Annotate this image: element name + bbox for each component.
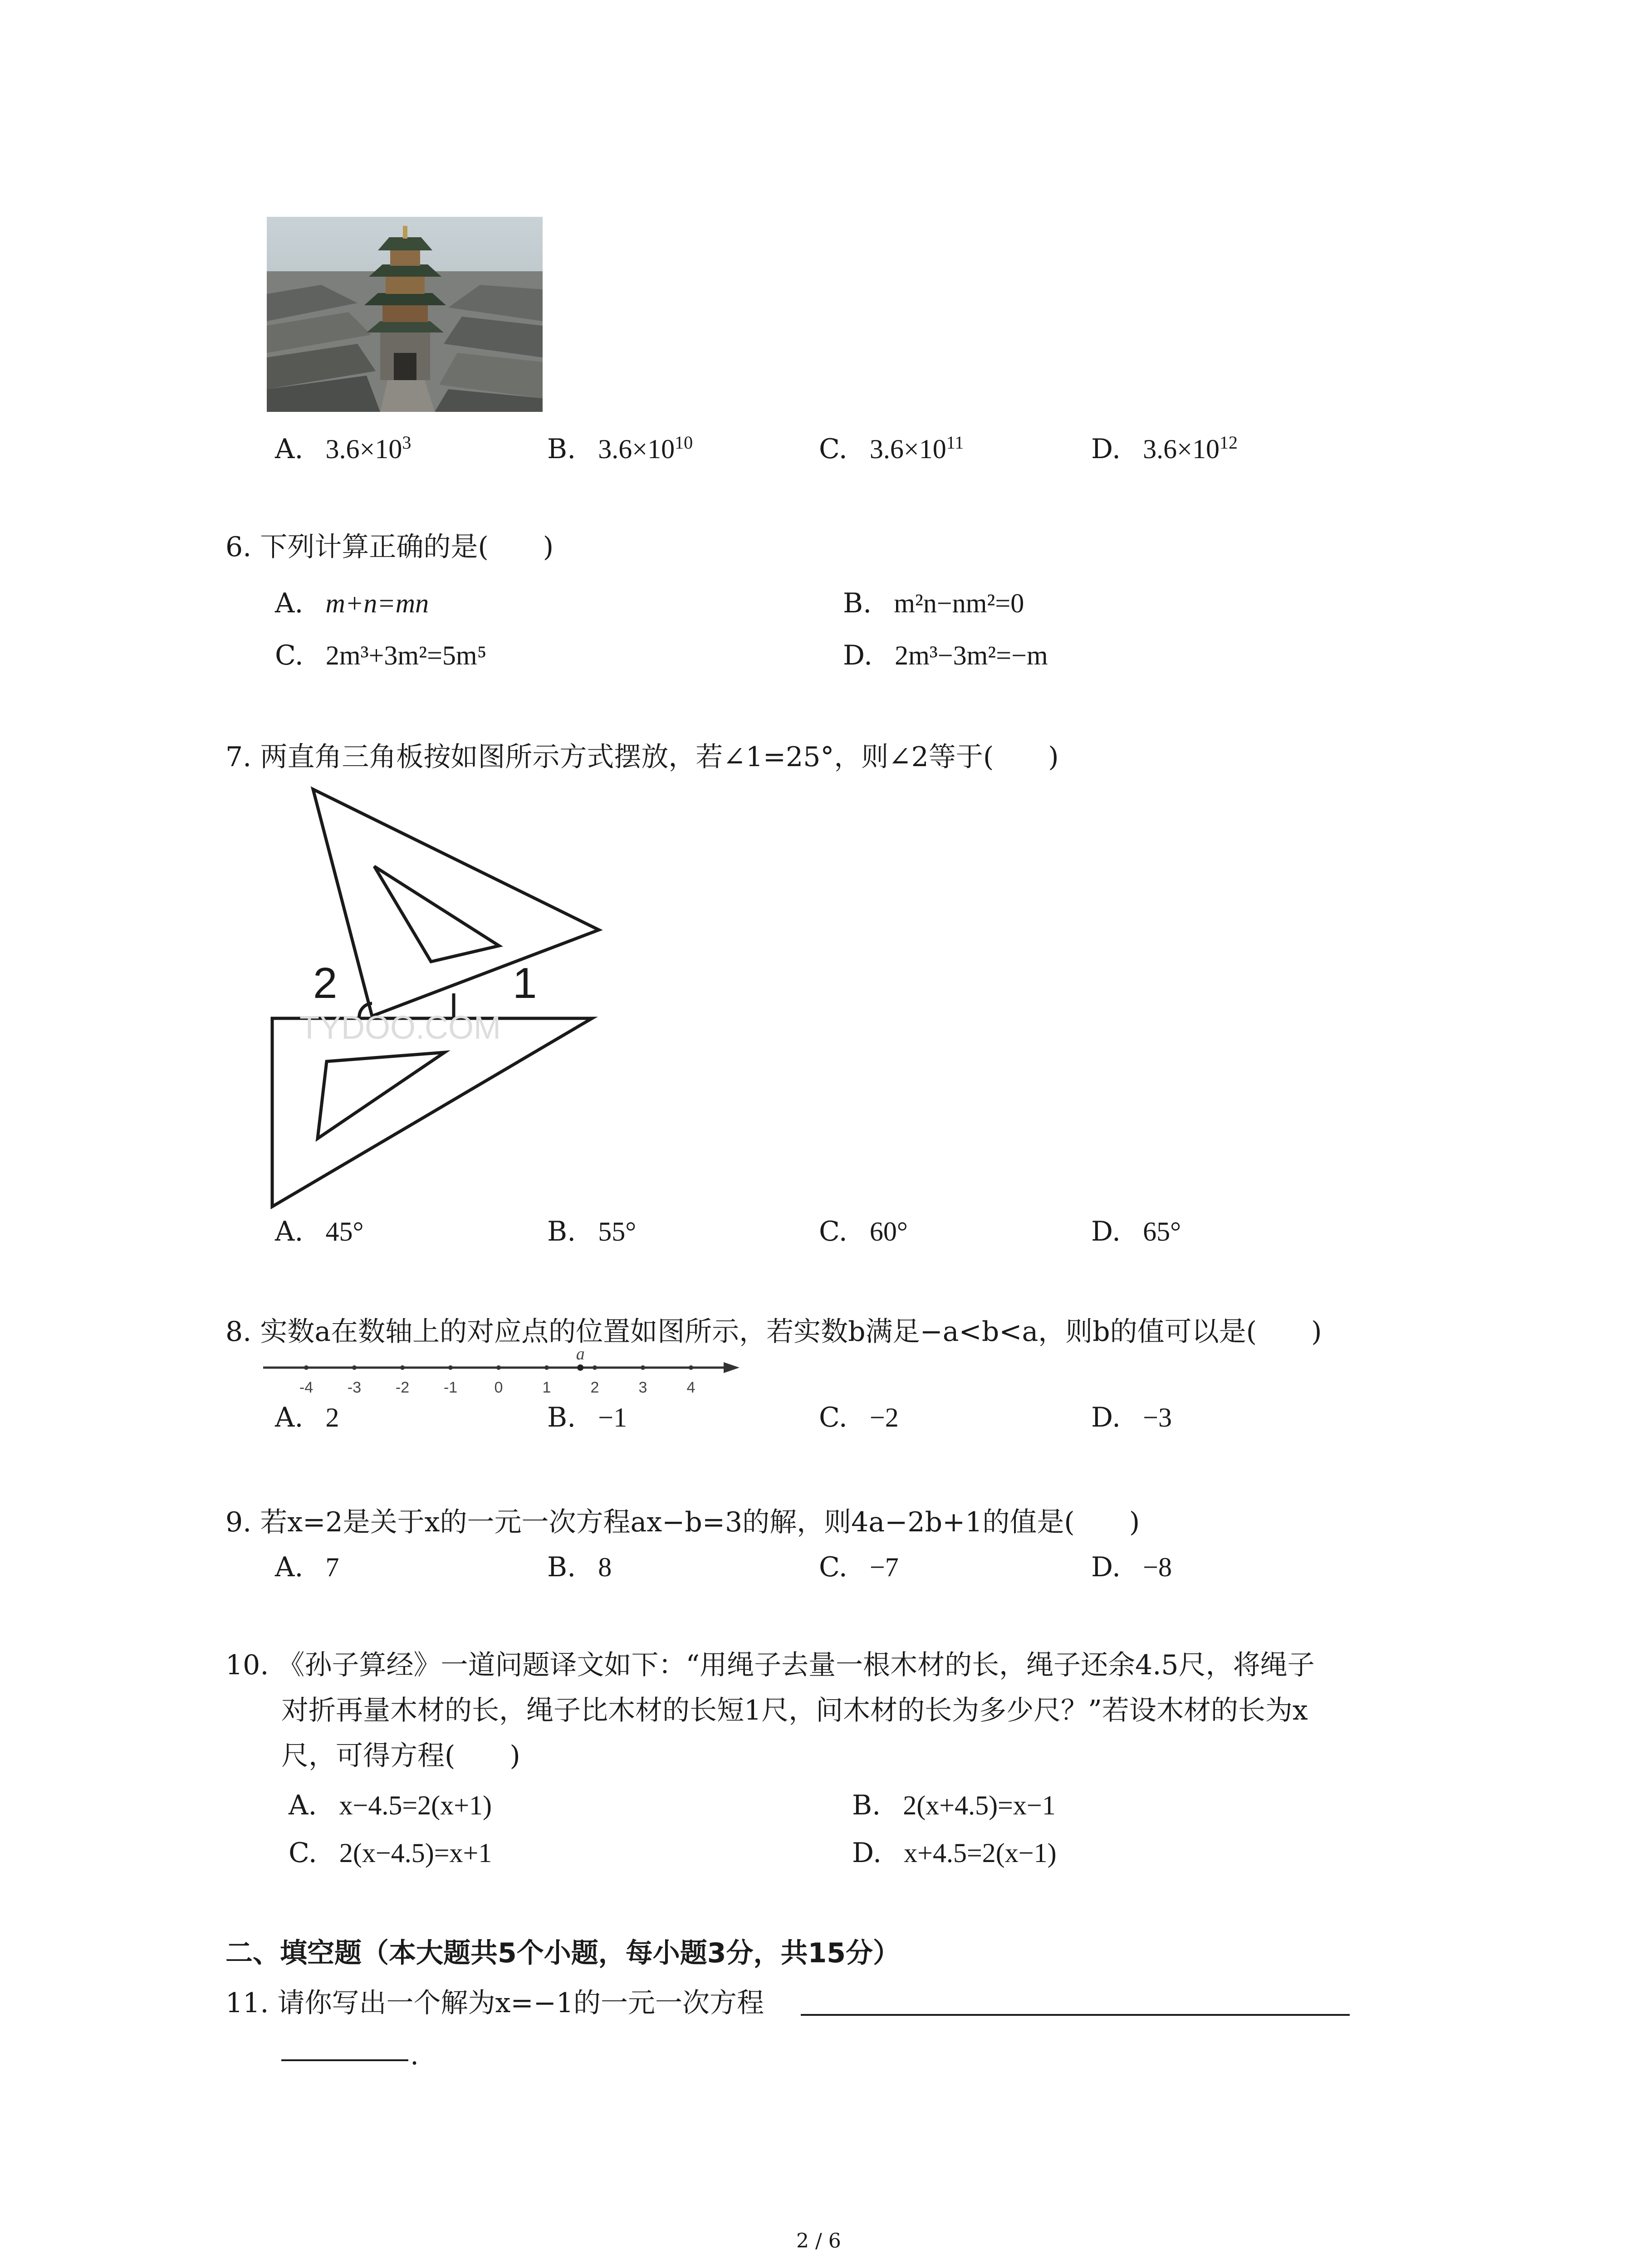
q10-option-a[interactable]: [289, 1789, 492, 1821]
q6-option-a[interactable]: [275, 587, 429, 619]
q11-answer-blank-1[interactable]: [801, 2014, 1350, 2016]
q8-option-b[interactable]: [547, 1402, 627, 1433]
option-letter: C.: [819, 1216, 847, 1247]
q6-option-c[interactable]: [275, 640, 487, 671]
option-letter: D.: [852, 1837, 882, 1869]
tick-label: 2: [590, 1379, 599, 1396]
tick-mark: [641, 1365, 645, 1370]
option-text: −2: [869, 1403, 899, 1432]
tick-mark: [352, 1365, 357, 1370]
q9-option-b[interactable]: [547, 1551, 612, 1583]
q10-line-2: 对折再量木材的长，绳子比木材的长短1尺，问木材的长为多少尺？”若设木材的长为x: [281, 1695, 1308, 1726]
angle-1-label: 1: [513, 959, 537, 1007]
q9-option-d[interactable]: [1091, 1551, 1172, 1583]
tick-label: 3: [638, 1379, 647, 1396]
tick-mark: [689, 1365, 693, 1370]
option-letter: C.: [275, 640, 304, 671]
q11-stem: 11. 请你写出一个解为x=−1的一元一次方程: [225, 1987, 764, 2019]
option-text: x+4.5=2(x−1): [904, 1838, 1057, 1868]
number-line: [263, 1349, 744, 1404]
option-exponent: 10: [675, 432, 693, 453]
number-line-ticks: [299, 1365, 696, 1396]
q8-option-a[interactable]: [275, 1402, 339, 1433]
option-text: −8: [1143, 1552, 1172, 1582]
option-text: 7: [325, 1552, 339, 1582]
q10-option-d[interactable]: [852, 1837, 1057, 1869]
tick-label: -2: [395, 1379, 410, 1396]
q5-option-b[interactable]: [547, 432, 693, 465]
q5-option-d[interactable]: [1091, 432, 1238, 465]
option-letter: C.: [289, 1837, 317, 1869]
option-letter: B.: [547, 433, 576, 465]
tick-label: -3: [347, 1379, 362, 1396]
option-letter: D.: [843, 640, 873, 671]
option-exponent: 3: [402, 432, 411, 453]
tick-label: -1: [443, 1379, 458, 1396]
option-letter: B.: [843, 587, 872, 619]
triangles-figure: [254, 771, 617, 1225]
option-letter: A.: [275, 587, 304, 619]
option-text: 2: [325, 1403, 339, 1432]
option-letter: A.: [289, 1789, 317, 1821]
option-text: 2(x+4.5)=x−1: [903, 1790, 1056, 1820]
option-text: m+n=mn: [325, 588, 429, 618]
option-letter: A.: [275, 1551, 304, 1583]
pagoda-photo: [267, 217, 543, 412]
tick-label: 0: [494, 1379, 503, 1396]
option-text: 2m³+3m²=5m⁵: [325, 640, 487, 670]
option-letter: A.: [275, 1216, 304, 1247]
option-text: 2(x−4.5)=x+1: [339, 1838, 492, 1868]
option-base: 3.6×10: [1143, 434, 1220, 464]
tick-mark: [496, 1365, 501, 1370]
tick-label: 4: [686, 1379, 696, 1396]
option-text: 8: [598, 1552, 612, 1582]
option-letter: B.: [547, 1216, 576, 1247]
tick-label: 1: [542, 1379, 551, 1396]
q8-option-d[interactable]: [1091, 1402, 1172, 1433]
option-text: 45°: [325, 1217, 364, 1246]
q5-option-a[interactable]: [275, 432, 411, 465]
option-text: 55°: [598, 1217, 637, 1246]
option-letter: C.: [819, 433, 847, 465]
lower-triangle-inner: [318, 1052, 445, 1139]
tick-mark: [593, 1365, 597, 1370]
q7-option-b[interactable]: [547, 1216, 636, 1247]
q6-stem: 6. 下列计算正确的是( ): [225, 531, 554, 563]
option-base: 3.6×10: [869, 434, 946, 464]
q8-stem: 8. 实数a在数轴上的对应点的位置如图所示，若实数b满足−a<b<a，则b的值可以是( ): [225, 1316, 1322, 1348]
upper-triangle-outer: [313, 789, 599, 1016]
q7-option-a[interactable]: [275, 1216, 363, 1247]
q10-option-c[interactable]: [289, 1837, 492, 1869]
tick-mark: [400, 1365, 405, 1370]
tick-mark: [448, 1365, 453, 1370]
point-a: [577, 1364, 583, 1371]
page-number: 2 / 6: [796, 2229, 841, 2253]
q11-end-period: .: [410, 2039, 419, 2071]
q5-option-c[interactable]: [819, 432, 964, 465]
option-letter: B.: [852, 1789, 881, 1821]
angle-2-label: 2: [313, 959, 338, 1007]
q7-stem: 7. 两直角三角板按如图所示方式摆放，若∠1=25°，则∠2等于( ): [225, 741, 1059, 773]
option-text: 2m³−3m²=−m: [895, 640, 1048, 670]
option-letter: A.: [275, 1402, 304, 1433]
q11-answer-blank-2[interactable]: [281, 2059, 408, 2061]
tick-label: -4: [299, 1379, 314, 1396]
option-letter: B.: [547, 1402, 576, 1433]
q7-option-d[interactable]: [1091, 1216, 1181, 1247]
q10-line-1: 10. 《孙子算经》一道问题译文如下：“用绳子去量一根木材的长，绳子还余4.5尺，将绳子: [225, 1649, 1315, 1681]
option-base: 3.6×10: [325, 434, 402, 464]
q9-stem: 9. 若x=2是关于x的一元一次方程ax−b=3的解，则4a−2b+1的值是( ): [225, 1506, 1140, 1538]
option-exponent: 11: [946, 432, 964, 453]
option-letter: A.: [275, 433, 304, 465]
option-letter: D.: [1091, 1551, 1121, 1583]
q9-option-c[interactable]: [819, 1551, 899, 1583]
q6-option-d[interactable]: [843, 640, 1048, 671]
q10-option-b[interactable]: [852, 1789, 1056, 1821]
option-base: 3.6×10: [598, 434, 675, 464]
upper-triangle-inner: [374, 866, 499, 962]
section-2-title: 二、填空题（本大题共5个小题，每小题3分，共15分）: [225, 1937, 900, 1969]
tick-mark: [544, 1365, 549, 1370]
option-letter: C.: [819, 1402, 847, 1433]
option-letter: D.: [1091, 1216, 1121, 1247]
option-text: 60°: [869, 1217, 908, 1246]
option-text: 65°: [1143, 1217, 1181, 1246]
option-letter: D.: [1091, 433, 1121, 465]
option-text: x−4.5=2(x+1): [339, 1790, 492, 1820]
option-exponent: 12: [1219, 432, 1238, 453]
q10-line-3: 尺，可得方程( ): [281, 1740, 520, 1772]
tick-mark: [304, 1365, 309, 1370]
option-letter: B.: [547, 1551, 576, 1583]
option-text: −7: [869, 1552, 899, 1582]
number-line-arrow: [724, 1362, 740, 1373]
option-letter: C.: [819, 1551, 847, 1583]
q6-option-b[interactable]: [843, 587, 1024, 619]
q7-option-c[interactable]: [819, 1216, 908, 1247]
option-text: −1: [598, 1403, 627, 1432]
option-text: −3: [1143, 1403, 1172, 1432]
point-a-label: a: [576, 1349, 585, 1364]
option-letter: D.: [1091, 1402, 1121, 1433]
watermark: TYDOO.COM: [299, 1010, 501, 1046]
q9-option-a[interactable]: [275, 1551, 339, 1583]
option-text: m²n−nm²=0: [894, 588, 1024, 618]
q8-option-c[interactable]: [819, 1402, 899, 1433]
